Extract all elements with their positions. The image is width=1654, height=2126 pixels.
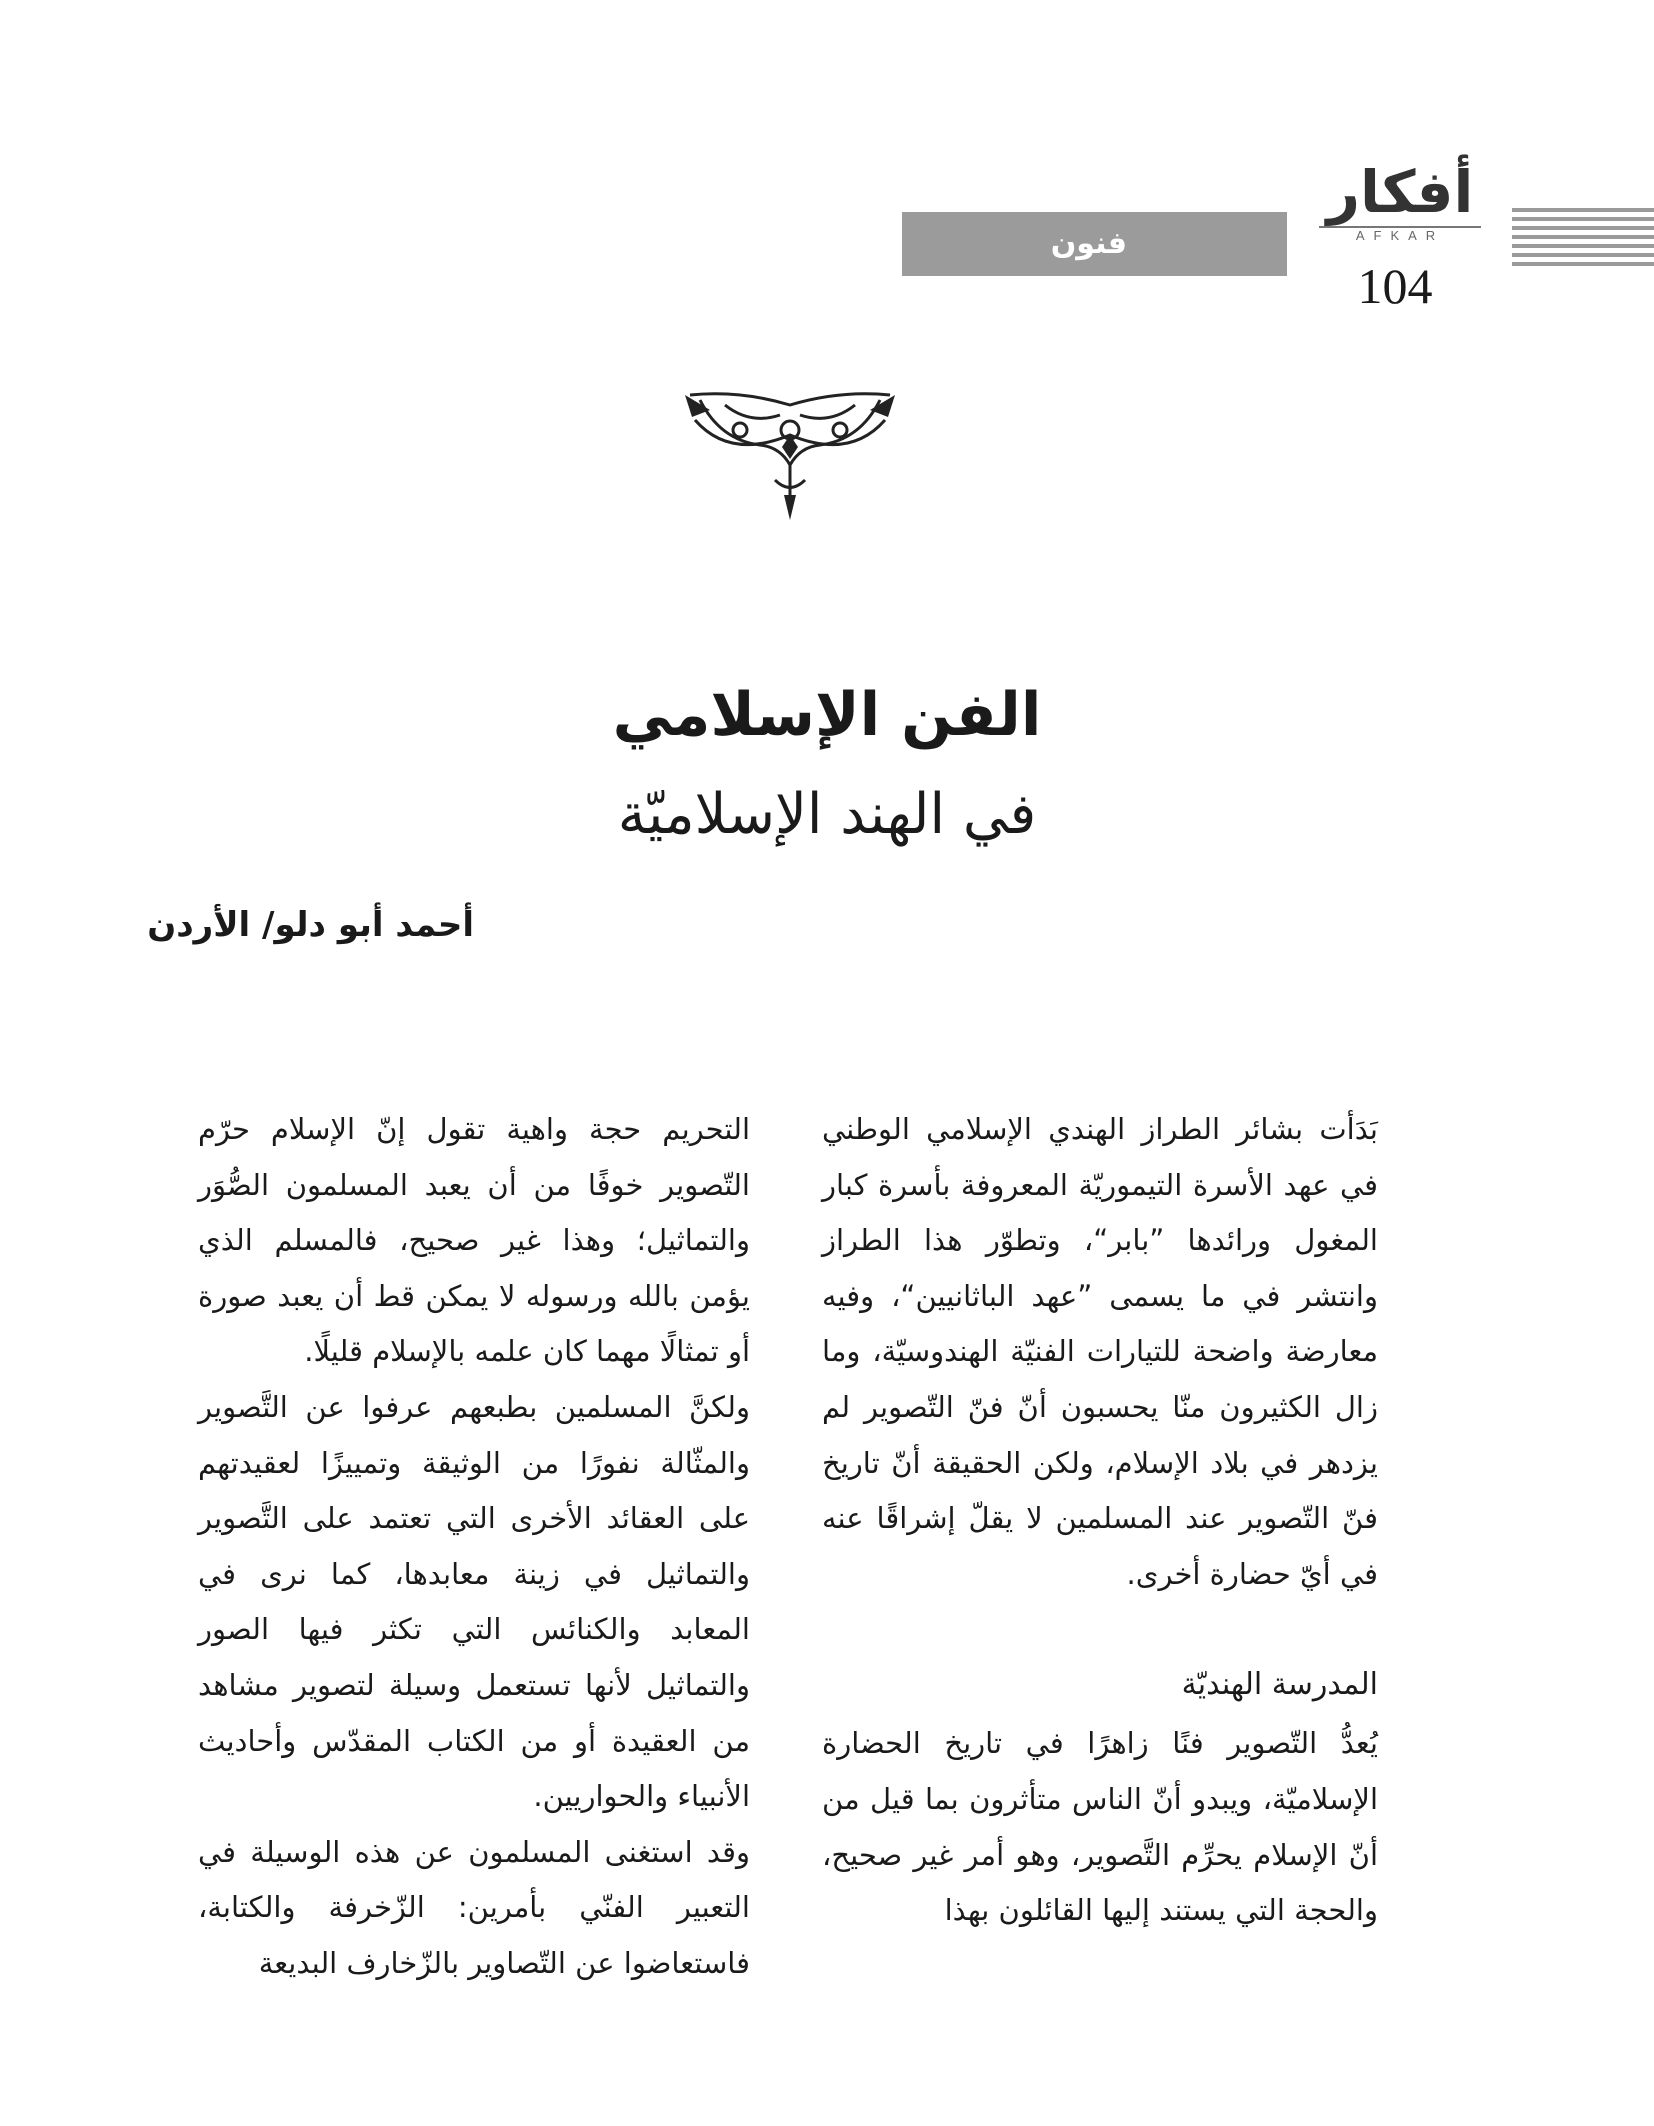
header-stripes	[1512, 208, 1654, 276]
section-label	[902, 212, 1287, 276]
magazine-logo	[1315, 160, 1485, 244]
article-subtitle: في الهند الإسلاميّة	[617, 782, 1037, 847]
logo-latin: AFKAR	[1355, 228, 1445, 243]
section-subheading: المدرسة الهنديّة	[1181, 1667, 1378, 1703]
right-column	[822, 1102, 1378, 1939]
left-column	[198, 1102, 750, 1992]
paragraph: بَدَأت بشائر الطراز الهندي الإسلامي الوطني في عهد الأسرة التيموريّة المعروفة بأسرة كبار المغول ورائدها ”بابر“، وتطوّر هذا الطراز وانتشر في ما يسمى ”عهد الباثانيين“، وفيه معارضة واضحة للتيارات الفنيّة الهندوسيّة، وما زال الكثيرون منّا يحسبون أنّ فنّ التّصوير لم يزدهر في بلاد الإسلام، ولكن الحقيقة أنّ تاريخ فنّ التّصوير عند المسلمين لا يقلّ إشراقًا عنه في أيّ حضارة أخرى.	[822, 1112, 1378, 1591]
paragraph: يُعدُّ التّصوير فنًا زاهرًا في تاريخ الحضارة الإسلاميّة، ويبدو أنّ الناس متأثرون بما قيل من أنّ الإسلام يحرِّم التَّصوير، وهو أمر غير صحيح، والحجة التي يستند إليها القائلون بهذا	[822, 1726, 1378, 1928]
page-number: 104	[1357, 258, 1433, 314]
logo-arabic: أفكار	[1326, 158, 1474, 226]
arabesque-ornament-icon	[680, 385, 900, 520]
paragraph: التحريم حجة واهية تقول إنّ الإسلام حرّم التّصوير خوفًا من أن يعبد المسلمون الصُّوَر والتماثيل؛ وهذا غير صحيح، فالمسلم الذي يؤمن بالله ورسوله لا يمكن قط أن يعبد صورة أو تمثالًا مهما كان علمه بالإسلام قليلًا.	[198, 1112, 750, 1369]
article-title: الفن الإسلامي	[612, 680, 1042, 750]
paragraph: ولكنَّ المسلمين بطبعهم عرفوا عن التَّصوير والمثّالة نفورًا من الوثيقة وتمييزًا لعقيدتهم على العقائد الأخرى التي تعتمد على التَّصوير والتماثيل في زينة معابدها، كما نرى في المعابد والكنائس التي تكثر فيها الصور والتماثيل لأنها تستعمل وسيلة لتصوير مشاهد من العقيدة أو من الكتاب المقدّس وأحاديث الأنبياء والحواريين.	[198, 1389, 750, 1814]
paragraph: وقد استغنى المسلمون عن هذه الوسيلة في التعبير الفنّي بأمرين: الزّخرفة والكتابة، فاستعاضوا عن التّصاوير بالزّخارف البديعة	[198, 1834, 750, 1980]
section-label-text: فنون	[1050, 226, 1127, 261]
author-byline: أحمد أبو دلو/ الأردن	[147, 905, 474, 945]
